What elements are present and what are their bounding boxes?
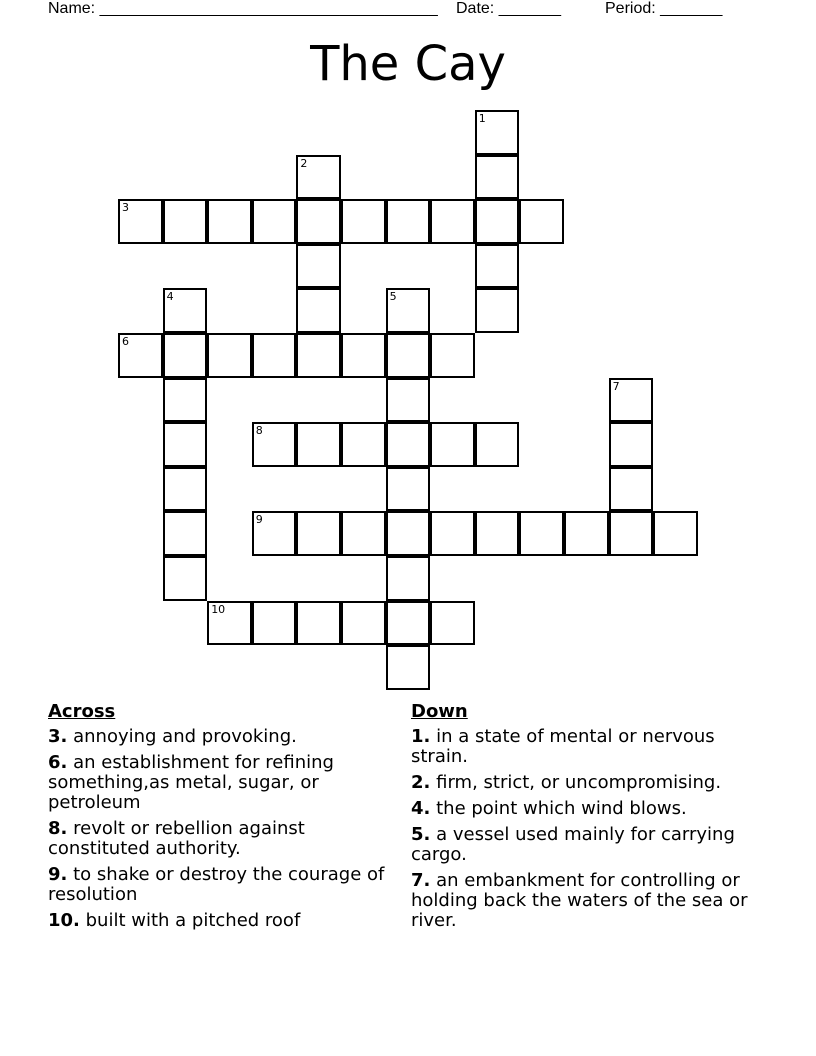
clue-number: 4. [411, 798, 431, 819]
grid-cell[interactable] [207, 333, 252, 378]
grid-cell[interactable] [341, 422, 386, 467]
grid-cell[interactable] [386, 556, 431, 601]
clue-text: to shake or destroy the courage of resolution [48, 864, 385, 905]
clue-text: revolt or rebellion against constituted authority. [48, 818, 305, 859]
period-field[interactable]: Period: _______ [605, 0, 723, 17]
grid-cell[interactable] [341, 333, 386, 378]
clue-number: 9. [48, 864, 68, 885]
grid-cell[interactable] [430, 199, 475, 244]
clue-text: an embankment for controlling or holding back the waters of the sea or river. [411, 870, 748, 931]
clue-across-3 [48, 727, 388, 747]
grid-cell[interactable] [118, 199, 163, 244]
grid-cell[interactable] [475, 422, 520, 467]
clue-down-4 [411, 799, 771, 819]
grid-cell[interactable] [118, 333, 163, 378]
grid-cell[interactable] [341, 601, 386, 646]
grid-cell[interactable] [252, 422, 297, 467]
grid-cell[interactable] [163, 511, 208, 556]
clue-text: built with a pitched roof [85, 910, 301, 931]
grid-cell[interactable] [252, 333, 297, 378]
cell-number: 1 [478, 112, 486, 125]
grid-cell[interactable] [519, 199, 564, 244]
clue-text: firm, strict, or uncompromising. [436, 772, 722, 793]
cell-number: 8 [255, 424, 263, 438]
down-clues [411, 702, 771, 937]
clue-number: 1. [411, 726, 431, 747]
grid-cell[interactable] [207, 199, 252, 244]
grid-cell[interactable] [475, 110, 520, 155]
date-field[interactable]: Date: _______ [456, 0, 561, 17]
grid-cell[interactable] [386, 467, 431, 512]
cell-number: 6 [122, 335, 129, 348]
cell-number: 7 [612, 379, 620, 393]
grid-cell[interactable] [163, 467, 208, 512]
clue-down-1 [411, 727, 771, 767]
grid-cell[interactable] [475, 288, 520, 333]
grid-cell[interactable] [430, 511, 475, 556]
clue-text: annoying and provoking. [73, 726, 297, 747]
cell-number: 4 [166, 290, 174, 304]
down-heading: Down [411, 701, 468, 722]
grid-cell[interactable] [430, 333, 475, 378]
grid-cell[interactable] [609, 511, 654, 556]
grid-cell[interactable] [252, 511, 297, 556]
clue-number: 8. [48, 818, 68, 839]
clue-number: 7. [411, 870, 431, 891]
grid-cell[interactable] [475, 199, 520, 244]
clue-across-6 [48, 753, 388, 813]
grid-cell[interactable] [296, 511, 341, 556]
clue-text: in a state of mental or nervous strain. [411, 726, 715, 767]
grid-cell[interactable] [475, 244, 520, 289]
clue-number: 10. [48, 910, 80, 931]
grid-cell[interactable] [609, 422, 654, 467]
clue-across-9 [48, 865, 388, 905]
cell-number: 10 [211, 602, 226, 616]
grid-cell[interactable] [564, 511, 609, 556]
grid-cell[interactable] [163, 422, 208, 467]
clue-down-7 [411, 871, 771, 931]
clue-down-5 [411, 825, 771, 865]
page-title: The Cay [310, 36, 506, 92]
clue-number: 5. [411, 824, 431, 845]
grid-cell[interactable] [475, 155, 520, 200]
grid-cell[interactable] [296, 155, 341, 200]
grid-cell[interactable] [386, 333, 431, 378]
grid-cell[interactable] [296, 333, 341, 378]
clue-text: an establishment for refining something,as metal, sugar, or petroleum [48, 752, 334, 813]
grid-cell[interactable] [163, 556, 208, 601]
grid-cell[interactable] [341, 199, 386, 244]
grid-cell[interactable] [430, 601, 475, 646]
grid-cell[interactable] [475, 511, 520, 556]
clue-number: 3. [48, 726, 68, 747]
grid-cell[interactable] [386, 378, 431, 423]
grid-cell[interactable] [163, 288, 208, 333]
grid-cell[interactable] [341, 511, 386, 556]
grid-cell[interactable] [386, 511, 431, 556]
clue-text: a vessel used mainly for carrying cargo. [411, 824, 735, 865]
grid-cell[interactable] [296, 288, 341, 333]
grid-cell[interactable] [386, 422, 431, 467]
grid-cell[interactable] [519, 511, 564, 556]
clue-across-8 [48, 819, 388, 859]
grid-cell[interactable] [653, 511, 698, 556]
grid-cell[interactable] [386, 288, 431, 333]
grid-cell[interactable] [207, 601, 252, 646]
cell-number: 2 [300, 156, 308, 170]
clue-across-10 [48, 911, 388, 931]
clue-text: the point which wind blows. [436, 798, 687, 819]
grid-cell[interactable] [163, 199, 208, 244]
grid-cell[interactable] [296, 244, 341, 289]
grid-cell[interactable] [252, 199, 297, 244]
across-heading: Across [48, 701, 116, 722]
grid-cell[interactable] [609, 467, 654, 512]
name-field[interactable]: Name: ______________________________________ [48, 0, 438, 17]
grid-cell[interactable] [252, 601, 297, 646]
clue-down-2 [411, 773, 771, 793]
across-clues [48, 702, 388, 937]
grid-cell[interactable] [163, 333, 208, 378]
grid-cell[interactable] [296, 199, 341, 244]
cell-number: 9 [255, 513, 263, 527]
grid-cell[interactable] [163, 378, 208, 423]
cell-number: 3 [122, 201, 129, 215]
grid-cell[interactable] [386, 199, 431, 244]
grid-cell[interactable] [296, 601, 341, 646]
grid-cell[interactable] [609, 378, 654, 423]
grid-cell[interactable] [386, 645, 431, 690]
grid-cell[interactable] [430, 422, 475, 467]
grid-cell[interactable] [386, 601, 431, 646]
clue-number: 2. [411, 772, 431, 793]
clue-number: 6. [48, 752, 68, 773]
grid-cell[interactable] [296, 422, 341, 467]
cell-number: 5 [389, 290, 397, 304]
